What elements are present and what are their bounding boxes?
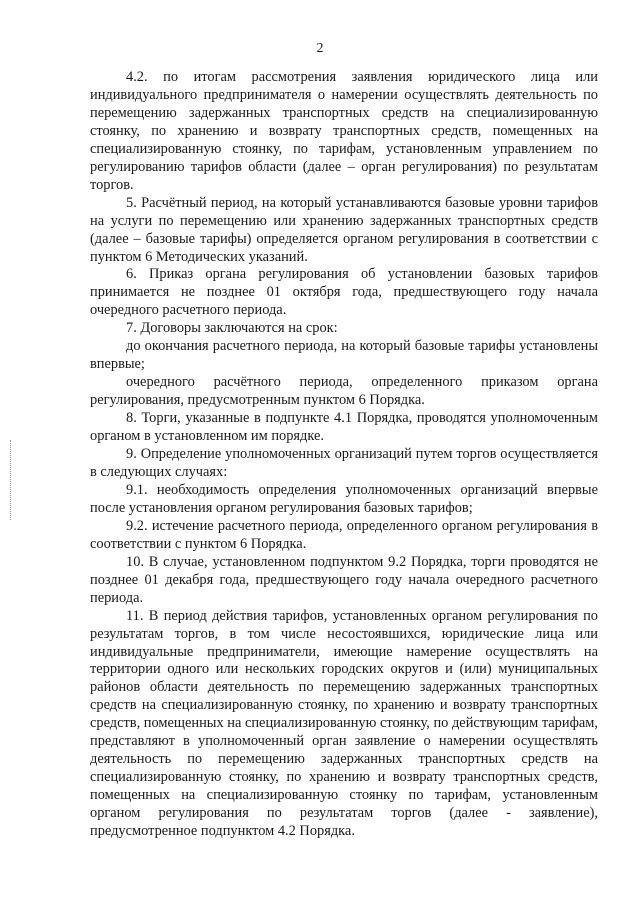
document-body [90, 69, 598, 841]
paragraph-9-1: 9.1. необходимость определения уполномоченных организаций впервые после установления органом регулирования базовых тарифов; [90, 481, 598, 516]
margin-scan-mark [10, 440, 12, 520]
paragraph-10: 10. В случае, установленном подпунктом 9.2 Порядка, торги проводятся не позднее 01 декабря года, предшествующего году начала очередного расчетного периода. [90, 553, 598, 606]
paragraph-5: 5. Расчётный период, на который устанавливаются базовые уровни тарифов на услуги по перемещению или хранению задержанных транспортных средств (далее – базовые тарифы) определяется органом регулирования в соответствии с пунктом 6 Методических указаний. [90, 194, 598, 265]
paragraph-7-term-1: до окончания расчетного периода, на который базовые тарифы установлены впервые; [90, 338, 598, 373]
paragraph-7-term-2: очередного расчётного периода, определенного приказом органа регулирования, предусмотренным пунктом 6 Порядка. [90, 374, 598, 409]
paragraph-11: 11. В период действия тарифов, установленных органом регулирования по результатам торгов, в том числе несостоявшихся, юридические лица или индивидуальные предприниматели, имеющие намерение осуществлять на территории одного или нескольких городских округов и (или) муниципальных районов области деятельность по перемещению задержанных транспортных средств на специализированную стоянку, по хранению и возврату транспортных средств, помещенных на специализированную стоянку, по действующим тарифам, представляют в уполномоченный орган заявление о намерении осуществлять деятельность по перемещению задержанных транспортных средств на специализированную стоянку, по хранению и возврату транспортных средств, помещенных на специализированную стоянку по тарифам, установленным органом регулирования по результатам торгов (далее - заявление), предусмотренное подпунктом 4.2 Порядка. [90, 607, 598, 840]
paragraph-7: 7. Договоры заключаются на срок: [126, 320, 338, 337]
page-number: 2 [316, 41, 324, 56]
paragraph-6: 6. Приказ органа регулирования об установлении базовых тарифов принимается не позднее 01 октября года, предшествующего году начала очередного расчетного периода. [90, 266, 598, 319]
paragraph-4-2: 4.2. по итогам рассмотрения заявления юридического лица или индивидуального предпринимателя о намерении осуществлять деятельность по перемещению задержанных транспортных средств на специализированную стоянку, по хранению и возврату транспортных средств, помещенных на специализированную стоянку, по тарифам, установленным управлением по регулированию тарифов области (далее – орган регулирования) по результатам торгов. [90, 69, 598, 193]
paragraph-9-2: 9.2. истечение расчетного периода, определенного органом регулирования в соответствии с пунктом 6 Порядка. [90, 517, 598, 552]
paragraph-9: 9. Определение уполномоченных организаций путем торгов осуществляется в следующих случаях: [90, 446, 598, 480]
paragraph-8: 8. Торги, указанные в подпункте 4.1 Порядка, проводятся уполномоченным органом в установленном им порядке. [90, 410, 598, 445]
